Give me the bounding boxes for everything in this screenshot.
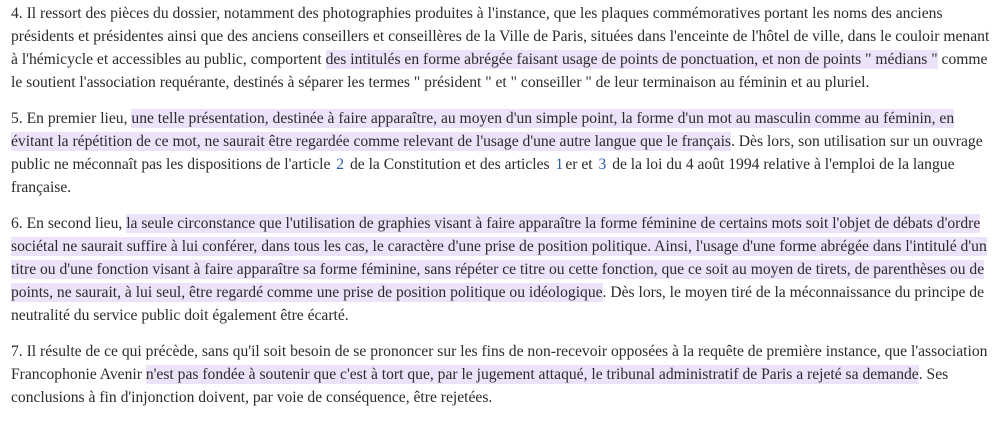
paragraph-5 xyxy=(11,107,992,199)
highlighted-passage: n'est pas fondée à soutenir que c'est à tort que, par le jugement attaqué, le tribunal administratif de Paris a rejeté sa demande xyxy=(145,366,919,383)
text-segment: . Dès lors, son utilisation sur un ouvrage public ne méconnaît pas les dispositions de l'article xyxy=(11,133,983,173)
law-article-1-link[interactable]: 1 xyxy=(555,156,564,173)
text-segment: 7. Il résulte de ce qui précède, sans qu'il soit besoin de se prononcer sur les fins de non-recevoir opposées à la requête de première instance, que l'association Francophonie Avenir xyxy=(11,343,988,383)
text-segment: 4. Il ressort des pièces du dossier, notamment des photographies produites à l'instance, que les plaques commémoratives portant les noms des anciens présidents et présidentes ainsi que des anciens conseillers et conseillères de la Ville de Paris, situées dans l'enceinte de l'hôtel de ville, dans le couloir menant à l'hémicycle et accessibles au public, comportent xyxy=(11,5,990,68)
text-segment: comme le soutient l'association requérante, destinés à séparer les termes " président " et " conseiller " de leur terminaison au féminin et au pluriel. xyxy=(11,51,988,91)
paragraph-7 xyxy=(11,340,992,409)
text-segment: . Ses conclusions à fin d'injonction doivent, par voie de conséquence, être rejetées. xyxy=(11,366,949,406)
constitution-article-2-link[interactable]: 2 xyxy=(336,156,345,173)
highlighted-passage: la seule circonstance que l'utilisation de graphies visant à faire apparaître la forme féminine de certains mots soit l'objet de débats d'ordre sociétal ne saurait suffire à lui conférer, dans tous les cas, le caractère d'une prise de position politique. Ainsi, l'usage d'une forme abrégée dans l'intitulé d'un titre ou d'une fonction visant à faire apparaître sa forme féminine, sans répéter ce titre ou cette fonction, que ce soit au moyen de tirets, de parenthèses ou de points, ne saurait, à lui seul, être regardé comme une prise de position politique ou idéologique xyxy=(11,215,987,301)
text-segment: de la Constitution et des articles xyxy=(346,156,554,173)
paragraph-6 xyxy=(11,212,992,327)
highlighted-passage: une telle présentation, destinée à faire apparaître, au moyen d'un simple point, la forme d'un mot au masculin comme au féminin, en évitant la répétition de ce mot, ne saurait être regardée comme relevant de l'usage d'une autre langue que le français xyxy=(11,110,955,150)
law-article-3-link[interactable]: 3 xyxy=(598,156,607,173)
text-segment: . Dès lors, le moyen tiré de la méconnaissance du principe de neutralité du service public doit également être écarté. xyxy=(11,284,985,324)
text-segment: 5. En premier lieu, xyxy=(11,110,132,127)
text-segment: 6. En second lieu, xyxy=(11,215,127,232)
text-segment: er et xyxy=(565,156,597,173)
text-segment: de la loi du 4 août 1994 relative à l'emploi de la langue française. xyxy=(11,156,955,196)
highlighted-passage: des intitulés en forme abrégée faisant usage de points de ponctuation, et non de points " médians " xyxy=(325,51,938,68)
paragraph-4 xyxy=(11,2,992,94)
